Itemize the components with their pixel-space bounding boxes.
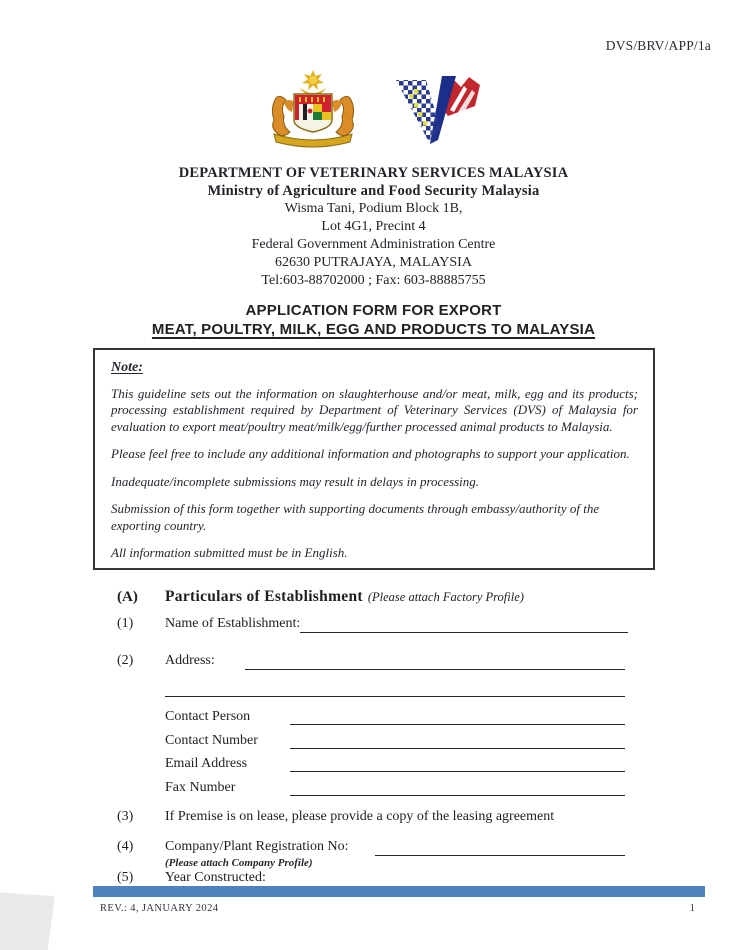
item-number: (5)	[117, 870, 134, 885]
email-address-row	[165, 753, 625, 772]
section-a-heading	[117, 588, 655, 606]
contact-person-row	[165, 706, 625, 725]
page-number: 1	[689, 903, 695, 914]
address-line: Federal Government Administration Centre	[251, 237, 496, 252]
note-paragraph: Submission of this form together with supporting documents through embassy/authority of the exporting country.	[111, 501, 600, 533]
name-of-establishment-field[interactable]	[300, 615, 628, 633]
contact-number-field[interactable]	[290, 733, 625, 749]
logo-row	[0, 68, 747, 156]
fax-number-label: Fax Number	[165, 779, 236, 795]
note-paragraph: Please feel free to include any additional information and photographs to support your application.	[111, 446, 630, 461]
note-heading: Note:	[111, 360, 143, 375]
year-constructed-row	[117, 869, 655, 887]
item-number: (4)	[117, 839, 134, 854]
address-row	[117, 652, 655, 670]
note-paragraph: All information submitted must be in English.	[111, 545, 348, 560]
dvs-logo	[390, 72, 482, 152]
contact-person-field[interactable]	[290, 709, 625, 725]
item-number: (3)	[117, 809, 134, 824]
company-profile-note: (Please attach Company Profile)	[165, 857, 313, 869]
note-paragraph: This guideline sets out the information on slaughterhouse and/or meat, milk, egg and its products; processing establishment required by Department of Veterinary Services (DVS) of Malaysia for evaluation to export meat/poultry meat/milk/egg/further processed animal products to Malaysia.	[111, 385, 638, 434]
year-constructed-field[interactable]	[290, 869, 625, 887]
form-title	[0, 301, 747, 339]
name-of-establishment-row	[117, 615, 655, 633]
note-paragraph: Inadequate/incomplete submissions may result in delays in processing.	[111, 473, 480, 489]
item-number: (1)	[117, 616, 134, 631]
item-number: (2)	[117, 653, 134, 668]
fax-number-row	[165, 777, 625, 796]
registration-no-label: Company/Plant Registration No:	[165, 839, 349, 854]
year-constructed-label: Year Constructed:	[165, 870, 266, 885]
department-name: DEPARTMENT OF VETERINARY SERVICES MALAYSIA	[178, 165, 569, 181]
address-field-line2[interactable]	[165, 677, 625, 697]
section-a-title: Particulars of Establishment	[165, 588, 363, 605]
note-box	[93, 348, 655, 570]
lease-instruction-text: If Premise is on lease, please provide a copy of the leasing agreement	[165, 809, 555, 824]
organization-header	[0, 164, 747, 290]
lease-instruction-row	[117, 808, 655, 826]
registration-no-field[interactable]	[375, 838, 625, 856]
fax-number-field[interactable]	[290, 780, 625, 796]
section-a-suffix: (Please attach Factory Profile)	[367, 590, 524, 604]
address-field-line1[interactable]	[245, 652, 625, 670]
address-line: Lot 4G1, Precint 4	[321, 219, 426, 234]
contact-number-row	[165, 730, 625, 749]
revision-text: REV.: 4, JANUARY 2024	[100, 903, 219, 914]
name-of-establishment-label: Name of Establishment:	[165, 616, 301, 631]
tel-fax-line: Tel:603-88702000 ; Fax: 603-88885755	[261, 273, 486, 288]
address-line: 62630 PUTRAJAYA, MALAYSIA	[275, 255, 472, 270]
email-address-field[interactable]	[290, 756, 625, 772]
form-title-line1: APPLICATION FORM FOR EXPORT	[245, 302, 502, 319]
footer-accent-bar	[93, 886, 705, 897]
ministry-name: Ministry of Agriculture and Food Security Malaysia	[207, 183, 540, 199]
malaysia-coat-of-arms-logo	[266, 68, 360, 156]
registration-no-row	[117, 838, 655, 856]
email-address-label: Email Address	[165, 756, 248, 771]
section-a-number: (A)	[117, 589, 138, 605]
contact-person-label: Contact Person	[165, 709, 251, 724]
address-line: Wisma Tani, Podium Block 1B,	[284, 201, 463, 216]
contact-details-group	[165, 706, 625, 800]
document-reference-code: DVS/BRV/APP/1a	[605, 38, 711, 53]
form-title-line2: MEAT, POULTRY, MILK, EGG AND PRODUCTS TO MALAYSIA	[151, 321, 596, 338]
contact-number-label: Contact Number	[165, 732, 258, 748]
address-label: Address:	[165, 653, 215, 668]
scan-background-corner	[0, 886, 58, 950]
